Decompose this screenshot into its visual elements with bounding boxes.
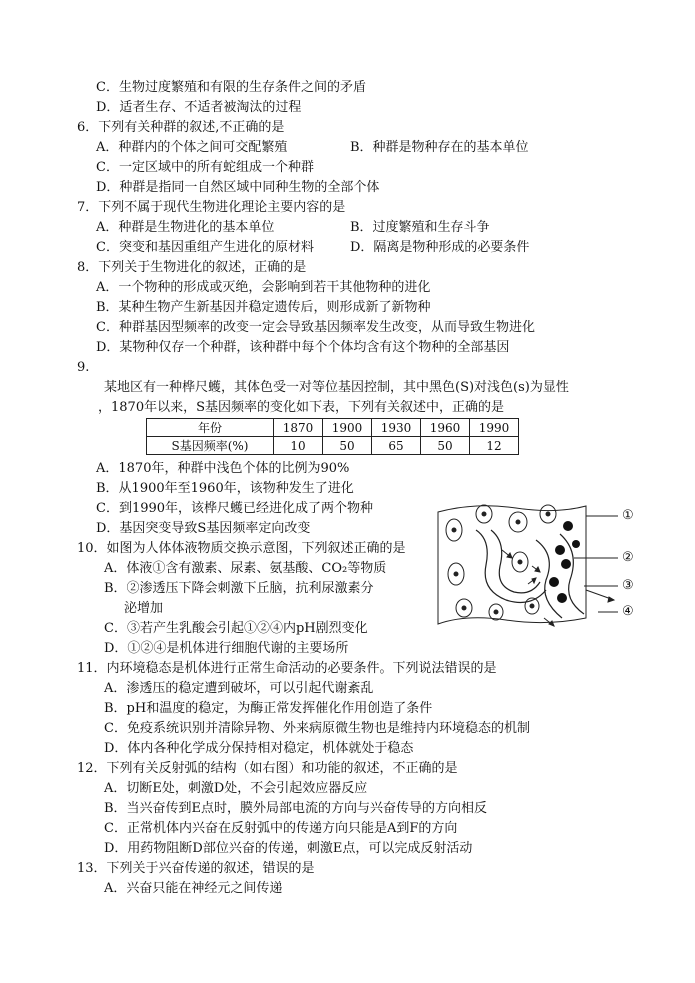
table-cell-year: 1900 <box>323 419 372 437</box>
q8-stem: 8．下列关于生物进化的叙述，正确的是 <box>77 260 307 275</box>
q12-option-c: C．正常机体内兴奋在反射弧中的传递方向只能是A到F的方向 <box>104 821 458 836</box>
q12-stem: 12．下列有关反射弧的结构（如右图）和功能的叙述，不正确的是 <box>77 761 458 776</box>
q9-stem-line1: 某地区有一种桦尺蠖，其体色受一对等位基因控制，其中黑色(S)对浅色(s)为显性 <box>104 380 569 395</box>
q6-option-d: D．种群是指同一自然区域中同种生物的全部个体 <box>96 180 380 195</box>
diagram-label-1: ① <box>622 508 634 523</box>
q9-option-c: C．到1990年，该桦尺蠖已经进化成了两个物种 <box>96 501 374 516</box>
body-fluid-exchange-diagram <box>436 500 672 630</box>
q9-option-a: A．1870年，种群中浅色个体的比例为90% <box>96 461 350 476</box>
q9-option-b: B．从1900年至1960年，该物种发生了进化 <box>96 481 354 496</box>
q6-stem: 6．下列有关种群的叙述,不正确的是 <box>77 120 285 135</box>
table-header-frequency: S基因频率(%) <box>147 437 274 455</box>
q8-option-c: C．种群基因型频率的改变一定会导致基因频率发生改变，从而导致生物进化 <box>96 320 535 335</box>
q7-option-c: C．突变和基因重组产生进化的原材料 <box>96 240 314 255</box>
q10-option-b-line2: 泌增加 <box>124 601 164 616</box>
q10-option-a: A．体液①含有激素、尿素、氨基酸、CO₂等物质 <box>104 561 387 576</box>
blood-cell-icon <box>549 521 580 603</box>
diagram-label-3: ③ <box>622 578 634 593</box>
table-cell-year: 1870 <box>274 419 323 437</box>
q6-option-a: A．种群内的个体之间可交配繁殖 <box>96 140 288 155</box>
table-cell-frequency: 50 <box>323 437 372 455</box>
q7-option-a: A．种群是生物进化的基本单位 <box>96 220 275 235</box>
q13-option-a: A．兴奋只能在神经元之间传递 <box>104 881 283 896</box>
table-row-years <box>147 419 519 437</box>
q6-option-b: B．种群是物种存在的基本单位 <box>350 140 529 155</box>
q5-option-d: D．适者生存、不适者被淘汰的过程 <box>96 100 302 115</box>
q9-number: 9. <box>77 360 90 375</box>
q12-option-a: A．切断E处，刺激D处，不会引起效应器反应 <box>104 781 368 796</box>
q5-option-c: C．生物过度繁殖和有限的生存条件之间的矛盾 <box>96 80 366 95</box>
q8-option-d: D．某物种仅存一个种群，该种群中每个个体均含有这个物种的全部基因 <box>96 340 510 355</box>
q7-option-d: D．隔离是物种形成的必要条件 <box>350 240 530 255</box>
q10-option-d: D．①②④是机体进行细胞代谢的主要场所 <box>104 641 349 656</box>
q8-option-b: B．某种生物产生新基因并稳定遗传后，则形成新了新物种 <box>96 300 431 315</box>
table-cell-year: 1960 <box>421 419 470 437</box>
q11-option-c: C．免疫系统识别并清除异物、外来病原微生物也是维持内环境稳态的机制 <box>104 721 530 736</box>
gene-frequency-table <box>146 418 519 455</box>
q11-stem: 11．内环境稳态是机体进行正常生命活动的必要条件。下列说法错误的是 <box>77 661 497 676</box>
q11-option-a: A．渗透压的稳定遭到破坏，可以引起代谢紊乱 <box>104 681 374 696</box>
q11-option-d: D．体内各种化学成分保持相对稳定，机体就处于稳态 <box>104 741 414 756</box>
table-header-year: 年份 <box>147 419 274 437</box>
q7-option-b: B．过度繁殖和生存斗争 <box>350 220 490 235</box>
q8-option-a: A．一个物种的形成或灭绝，会影响到若干其他物种的进化 <box>96 280 431 295</box>
table-cell-year: 1930 <box>372 419 421 437</box>
table-cell-year: 1990 <box>470 419 519 437</box>
lymph-capillary <box>476 530 546 602</box>
q9-stem-line2: ，1870年以来，S基因频率的变化如下表，下列有关叙述中，正确的是 <box>98 400 504 415</box>
q12-option-d: D．用药物阻断D部位兴奋的传递，刺激E点，可以完成反射活动 <box>104 841 473 856</box>
table-cell-frequency: 65 <box>372 437 421 455</box>
q10-stem: 10．如图为人体体液物质交换示意图，下列叙述正确的是 <box>77 541 406 556</box>
table-row-frequency <box>147 437 519 455</box>
table-cell-frequency: 12 <box>470 437 519 455</box>
table-cell-frequency: 50 <box>421 437 470 455</box>
q10-option-b-line1: B．②渗透压下降会刺激下丘脑，抗利尿激素分 <box>104 581 374 596</box>
diagram-label-4: ④ <box>622 604 634 619</box>
q11-option-b: B．pH和温度的稳定，为酶正常发挥催化作用创造了条件 <box>104 701 433 716</box>
diagram-label-2: ② <box>622 550 634 565</box>
table-cell-frequency: 10 <box>274 437 323 455</box>
q13-stem: 13．下列关于兴奋传递的叙述，错误的是 <box>77 861 315 876</box>
q10-option-c: C．③若产生乳酸会引起①②④内pH剧烈变化 <box>104 621 368 636</box>
q7-stem: 7．下列不属于现代生物进化理论主要内容的是 <box>77 200 346 215</box>
q12-option-b: B．当兴奋传到E点时，膜外局部电流的方向与兴奋传导的方向相反 <box>104 801 488 816</box>
q6-option-c: C．一定区域中的所有蛇组成一个种群 <box>96 160 314 175</box>
q9-option-d: D．基因突变导致S基因频率定向改变 <box>96 521 311 536</box>
